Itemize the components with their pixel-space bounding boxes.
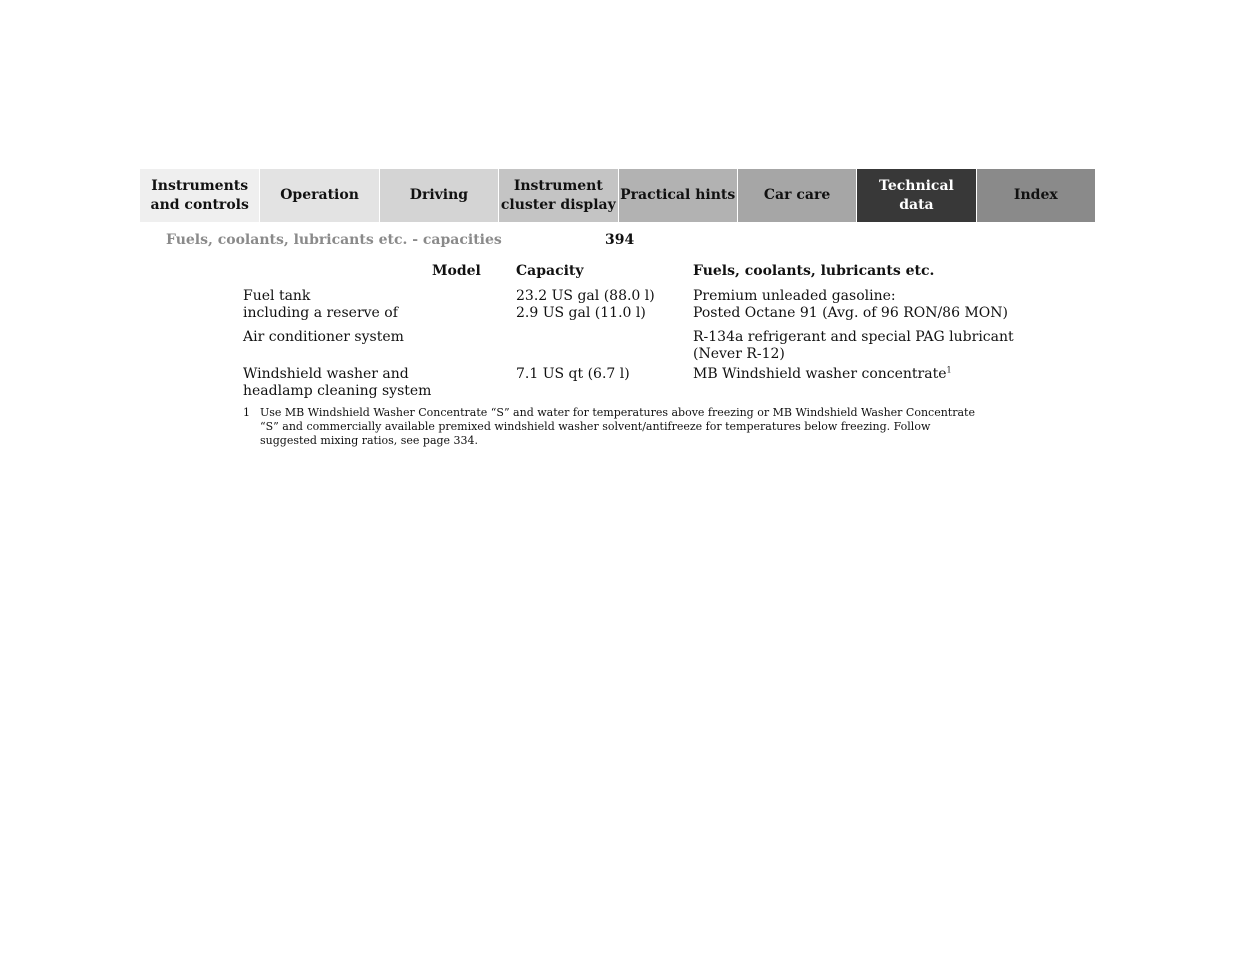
row-fuel-tank-capacity: 23.2 US gal (88.0 l) 2.9 US gal (11.0 l): [516, 288, 655, 321]
tab-technical-data[interactable]: Technical data: [856, 169, 975, 222]
footnote-text: Use MB Windshield Washer Concentrate “S” and water for temperatures above freezing or MB Windshield Washer Concentrate “S” and commercially available premixed windshield washer solvent/antifreeze for temperatures below freezing. Follow suggested mixing ratios, see page 334.: [260, 406, 975, 447]
tab-operation[interactable]: Operation: [259, 169, 378, 222]
tab-index[interactable]: Index: [976, 169, 1095, 222]
footnote-reference: 1: [946, 365, 952, 375]
row-washer-fuels: [693, 366, 952, 383]
row-washer-capacity: 7.1 US qt (6.7 l): [516, 366, 630, 382]
row-fuel-tank-fuels: Premium unleaded gasoline: Posted Octane 91 (Avg. of 96 RON/86 MON): [693, 288, 1008, 321]
chapter-tabs: [140, 169, 1095, 222]
column-header-capacity: Capacity: [516, 263, 584, 279]
column-header-fuels: Fuels, coolants, lubricants etc.: [693, 263, 935, 279]
tab-instruments-and-controls[interactable]: Instruments and controls: [140, 169, 259, 222]
row-washer-fuels-text: MB Windshield washer concentrate: [693, 366, 947, 382]
row-fuel-tank-model: Fuel tank including a reserve of: [243, 288, 398, 321]
footnote-number: 1: [243, 406, 250, 419]
row-washer-model: Windshield washer and headlamp cleaning system: [243, 366, 432, 399]
tab-car-care[interactable]: Car care: [737, 169, 856, 222]
tab-driving[interactable]: Driving: [379, 169, 498, 222]
footnote: [243, 406, 988, 448]
tab-practical-hints[interactable]: Practical hints: [618, 169, 737, 222]
row-air-conditioner-fuels: R-134a refrigerant and special PAG lubricant (Never R-12): [693, 329, 1014, 362]
column-header-model: Model: [432, 263, 481, 279]
page-number: 394: [605, 232, 635, 248]
row-air-conditioner-model: Air conditioner system: [243, 329, 404, 345]
tab-instrument-cluster-display[interactable]: Instrument cluster display: [498, 169, 617, 222]
section-title: Fuels, coolants, lubricants etc. - capacities: [166, 232, 502, 248]
